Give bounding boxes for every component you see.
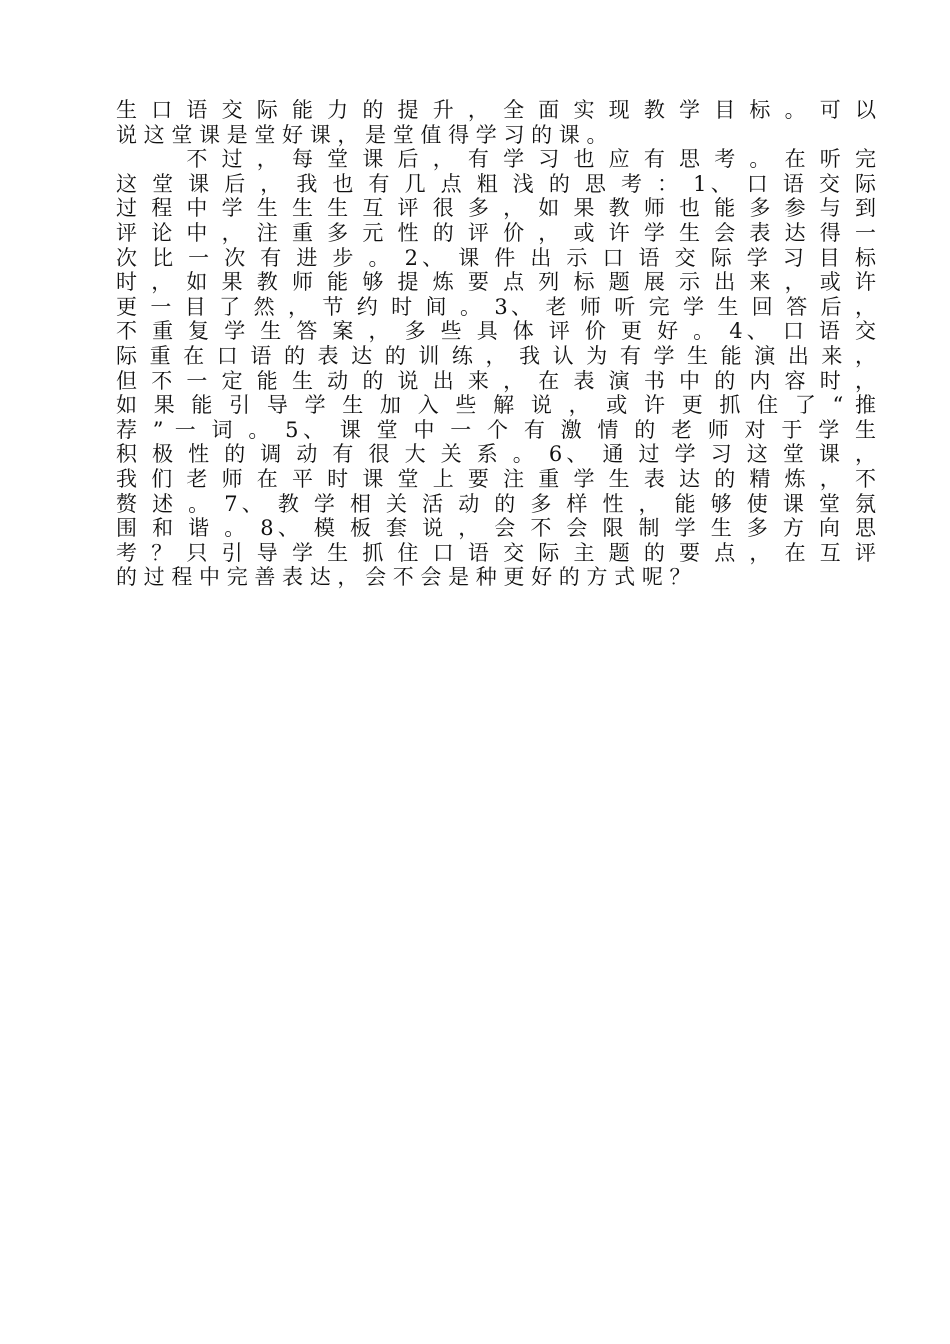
text-line-7: 次 比 一 次 有 进 步 。 2、 课 件 出 示 口 语 交 际 学 习 目 标 xyxy=(116,245,876,270)
text-line-3: 不 过 ， 每 堂 课 后 ， 有 学 习 也 应 有 思 考 。 在 听 完 xyxy=(116,147,876,172)
body-text xyxy=(116,98,876,590)
text-line-5: 过 程 中 学 生 生 生 互 评 很 多 ， 如 果 教 师 也 能 多 参 与 到 xyxy=(116,196,876,221)
text-line-9: 更 一 目 了 然 ， 节 约 时 间 。 3、 老 师 听 完 学 生 回 答 后 ， xyxy=(116,294,876,319)
text-line-15: 积 极 性 的 调 动 有 很 大 关 系 。 6、 通 过 学 习 这 堂 课 ， xyxy=(116,442,876,467)
text-line-16: 我 们 老 师 在 平 时 课 堂 上 要 注 重 学 生 表 达 的 精 炼 ， 不 xyxy=(116,466,876,491)
text-line-10: 不 重 复 学 生 答 案 ， 多 些 具 体 评 价 更 好 。 4、 口 语 交 xyxy=(116,319,876,344)
text-line-11: 际 重 在 口 语 的 表 达 的 训 练 ， 我 认 为 有 学 生 能 演 出 来 ， xyxy=(116,343,876,368)
text-line-1: 生 口 语 交 际 能 力 的 提 升 ， 全 面 实 现 教 学 目 标 。 可 以 xyxy=(116,98,876,122)
text-line-13: 如 果 能 引 导 学 生 加 入 些 解 说 ， 或 许 更 抓 住 了 “ 推 xyxy=(116,393,876,418)
text-line-2: 说 这 堂 课 是 堂 好 课 ， 是 堂 值 得 学 习 的 课 。 xyxy=(116,122,608,147)
text-line-6: 评 论 中 ， 注 重 多 元 性 的 评 价 ， 或 许 学 生 会 表 达 得 一 xyxy=(116,220,876,245)
text-line-8: 时 ， 如 果 教 师 能 够 提 炼 要 点 列 标 题 展 示 出 来 ， 或 许 xyxy=(116,270,876,295)
text-line-20: 的 过 程 中 完 善 表 达 ， 会 不 会 是 种 更 好 的 方 式 呢 ？ xyxy=(116,565,691,590)
text-line-12: 但 不 一 定 能 生 动 的 说 出 来 ， 在 表 演 书 中 的 内 容 时 ， xyxy=(116,368,876,393)
text-line-14: 荐 ” 一 词 。 5、 课 堂 中 一 个 有 激 情 的 老 师 对 于 学 生 xyxy=(116,417,876,442)
text-line-17: 赘 述 。 7、 教 学 相 关 活 动 的 多 样 性 ， 能 够 使 课 堂 氛 xyxy=(116,491,876,516)
text-line-19: 考 ？ 只 引 导 学 生 抓 住 口 语 交 际 主 题 的 要 点 ， 在 互 评 xyxy=(116,540,876,565)
text-line-4: 这 堂 课 后 ， 我 也 有 几 点 粗 浅 的 思 考 ： 1、 口 语 交 际 xyxy=(116,171,876,196)
text-line-18: 围 和 谐 。 8、 模 板 套 说 ， 会 不 会 限 制 学 生 多 方 向 思 xyxy=(116,516,876,541)
